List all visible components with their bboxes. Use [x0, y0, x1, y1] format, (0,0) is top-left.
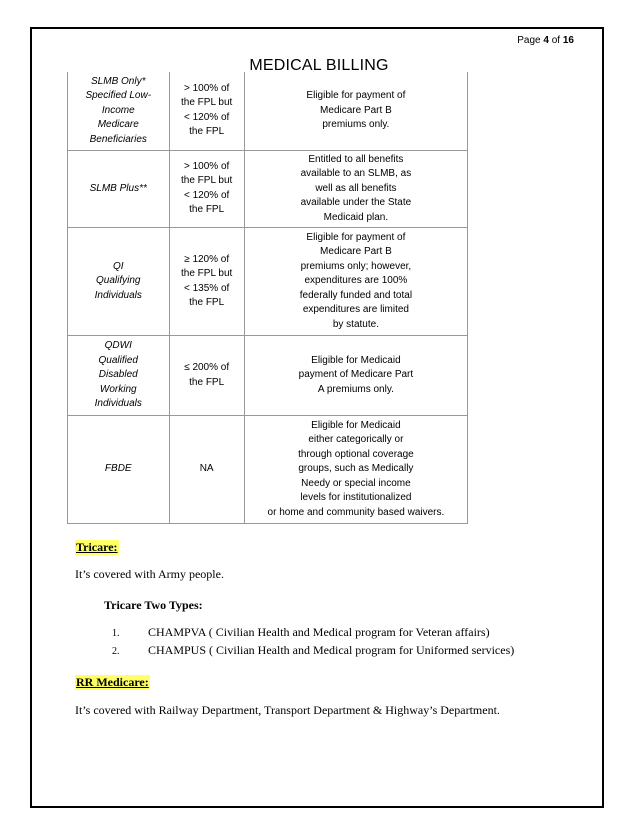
- cell-line: Individuals: [94, 289, 142, 301]
- page-number: Page 4 of 16: [517, 35, 574, 46]
- cell-line: groups, such as Medically: [298, 463, 414, 475]
- table-cell: [244, 336, 467, 416]
- cell-line: premiums only; however,: [300, 260, 412, 272]
- tricare-description: It’s covered with Army people.: [75, 567, 224, 581]
- table-cell: [244, 150, 467, 228]
- cell-line: < 135% of: [184, 282, 230, 294]
- tricare-type-item: 1. CHAMPVA ( Civilian Health and Medical program for Veteran affairs): [112, 625, 490, 639]
- cell-line: available to an SLMB, as: [300, 168, 412, 179]
- table-cell: [244, 228, 467, 336]
- table-cell: [169, 228, 244, 336]
- table-cell: [244, 72, 467, 150]
- cell-line: available under the State: [300, 197, 412, 208]
- cell-line: the FPL but: [181, 268, 233, 279]
- table-cell: [169, 416, 244, 524]
- cell-line: Eligible for Medicaid: [311, 354, 401, 366]
- tricare-type-item: 2. CHAMPUS ( Civilian Health and Medical program for Uniformed services): [112, 643, 515, 657]
- table-cell: [68, 150, 170, 228]
- cell-line: Needy or special income: [301, 477, 411, 489]
- cell-line: Qualified: [98, 354, 138, 366]
- rr-medicare-heading: RR Medicare:: [76, 675, 149, 689]
- cell-line: the FPL: [189, 126, 225, 138]
- cell-line: the FPL: [189, 204, 225, 216]
- table-cell: [68, 416, 170, 524]
- cell-line: premiums only.: [322, 119, 390, 130]
- cell-line: expenditures are 100%: [304, 275, 408, 287]
- cell-line: FBDE: [104, 463, 132, 475]
- cell-line: Medicare: [97, 119, 139, 130]
- cell-line: Qualifying: [96, 275, 141, 287]
- tricare-heading: Tricare:: [76, 540, 118, 554]
- table-cell: [169, 336, 244, 416]
- cell-line: A premiums only.: [317, 383, 394, 395]
- cell-line: Eligible for Medicaid: [311, 419, 401, 431]
- table-row: [68, 336, 468, 416]
- cell-line: QI: [112, 260, 124, 272]
- table-cell: [68, 72, 170, 150]
- cell-line: SLMB Plus**: [89, 182, 147, 194]
- rr-medicare-description: It’s covered with Railway Department, Transport Department & Highway’s Department.: [75, 703, 500, 717]
- table-row: [68, 416, 468, 524]
- cell-line: > 100% of: [184, 82, 230, 94]
- cell-line: < 120% of: [184, 111, 230, 123]
- cell-line: or home and community based waivers.: [267, 506, 445, 518]
- table-cell: [68, 228, 170, 336]
- cell-line: Eligible for payment of: [306, 90, 406, 101]
- cell-line: by statute.: [332, 318, 379, 330]
- cell-line: Entitled to all benefits: [308, 153, 404, 165]
- cell-line: the FPL: [189, 376, 225, 388]
- cell-line: the FPL but: [181, 97, 233, 109]
- cell-line: QDWI: [104, 340, 132, 352]
- cell-line: federally funded and total: [299, 289, 413, 301]
- cell-line: Individuals: [94, 398, 142, 410]
- tricare-types-heading: Tricare Two Types:: [104, 598, 203, 612]
- table-cell: [169, 72, 244, 150]
- cell-line: expenditures are limited: [302, 304, 409, 316]
- cell-line: Income: [101, 104, 135, 116]
- table-cell: [244, 416, 467, 524]
- cell-line: the FPL but: [181, 175, 233, 187]
- cell-line: well as all benefits: [315, 182, 397, 194]
- cell-line: > 100% of: [184, 160, 230, 172]
- table-cell: [68, 336, 170, 416]
- cell-line: Medicaid plan.: [323, 211, 389, 223]
- eligibility-table: [67, 72, 468, 524]
- cell-line: < 120% of: [184, 189, 230, 201]
- cell-line: through optional coverage: [298, 448, 414, 460]
- table-row: [68, 72, 468, 150]
- cell-line: ≥ 120% of: [184, 253, 230, 265]
- cell-line: NA: [199, 463, 214, 475]
- table-cell: [169, 150, 244, 228]
- cell-line: Beneficiaries: [89, 133, 147, 145]
- table-row: [68, 150, 468, 228]
- cell-line: SLMB Only*: [91, 75, 146, 87]
- table-row: [68, 228, 468, 336]
- cell-line: payment of Medicare Part: [298, 369, 414, 381]
- cell-line: levels for institutionalized: [300, 492, 412, 504]
- cell-line: Specified Low-: [85, 90, 152, 101]
- cell-line: Medicare Part B: [320, 246, 392, 258]
- header-title: MEDICAL BILLING: [249, 57, 389, 74]
- cell-line: ≤ 200% of: [184, 362, 230, 373]
- cell-line: either categorically or: [308, 434, 404, 446]
- cell-line: the FPL: [189, 297, 225, 308]
- cell-line: Disabled: [98, 369, 138, 381]
- cell-line: Eligible for payment of: [306, 231, 406, 243]
- cell-line: Working: [99, 383, 137, 395]
- cell-line: Medicare Part B: [320, 104, 392, 116]
